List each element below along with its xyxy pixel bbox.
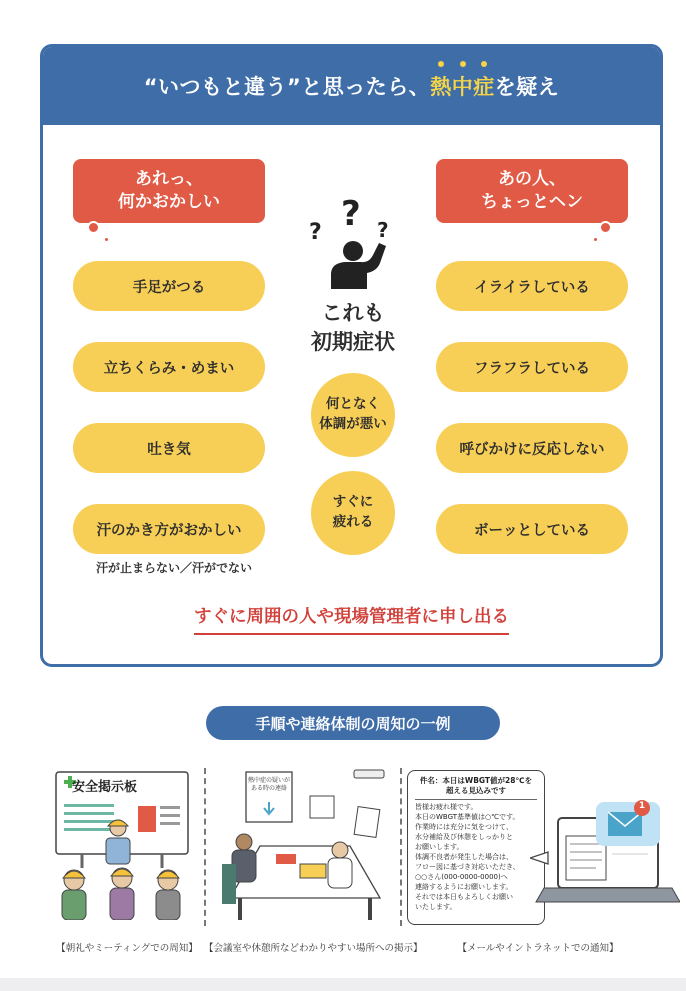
symptom-circle-line1: すぐに — [332, 494, 374, 511]
divider-left — [204, 768, 206, 926]
callout-person-strange — [436, 159, 628, 223]
caption-email-notice: 【メールやイントラネットでの通知】 — [457, 943, 619, 954]
svg-text:?: ? — [309, 220, 322, 245]
email-subject — [415, 776, 537, 796]
email-body-line: 連絡するようにお願いします。 — [415, 882, 513, 891]
email-body-line: 水分補給及び休憩をしっかりと — [415, 833, 513, 842]
callout-left-bubble-small — [103, 236, 110, 243]
laptop-mail-illustration — [530, 796, 680, 924]
email-body-line: フロー図に基づき対応いただき、 — [415, 862, 520, 871]
heatstroke-warning-panel — [40, 44, 663, 667]
emphasis-dots — [430, 61, 495, 67]
divider-right — [400, 768, 402, 926]
title-text-pre: “いつもと違う”と思ったら、 — [143, 75, 431, 99]
symptom-circle-line2: 体調が悪い — [319, 416, 387, 432]
panel-header — [43, 47, 660, 125]
cta-text: すぐに周囲の人や現場管理者に申し出る — [194, 603, 509, 635]
email-subject-line1: 件名：本日はWBGT値が28℃を — [419, 776, 533, 785]
callout-left-bubble-large — [87, 221, 100, 234]
callout-left-line2: 何かおかしい — [118, 192, 220, 212]
meeting-room-illustration — [220, 768, 390, 924]
report-call-to-action — [43, 603, 660, 635]
poster-text-line2: ある時の連絡 — [250, 784, 287, 792]
email-body-line: 本日のWBGT基準値は○℃です。 — [415, 813, 520, 822]
title-highlight — [430, 75, 495, 99]
symptom-circle-line1: 何となく — [326, 396, 380, 413]
center-label-line1: これも — [321, 301, 385, 325]
mail-badge-count: 1 — [638, 801, 646, 811]
symptom-pill: 呼びかけに反応しない — [436, 423, 628, 473]
notice-poster-text — [248, 777, 290, 792]
section-title-pill: 手順や連絡体制の周知の一例 — [206, 706, 500, 740]
email-message-box — [407, 770, 545, 925]
email-body-line: 体調不良者が発生した場合は、 — [415, 852, 513, 861]
confused-person-icon — [301, 193, 405, 291]
symptom-pill: フラフラしている — [436, 342, 628, 392]
svg-text:?: ? — [341, 194, 361, 234]
callout-right-bubble-large — [599, 221, 612, 234]
callout-right-line1: あの人、 — [498, 169, 566, 190]
symptom-pill: 汗のかき方がおかしい — [73, 504, 265, 554]
title-highlight-text: 熱中症 — [430, 75, 495, 99]
caption-morning-meeting: 【朝礼やミーティングでの周知】 — [56, 943, 198, 954]
bottom-strip — [0, 978, 686, 991]
symptom-pill: 立ちくらみ・めまい — [73, 342, 265, 392]
symptom-pill: イライラしている — [436, 261, 628, 311]
callout-something-wrong — [73, 159, 265, 223]
svg-text:?: ? — [377, 218, 389, 242]
sweat-note: 汗が止まらない／汗がでない — [95, 561, 252, 575]
callout-left-line1: あれっ、 — [135, 169, 203, 190]
symptom-circle-line2: 疲れる — [332, 514, 374, 530]
callout-right-bubble-small — [592, 236, 599, 243]
email-body-line: いたします。 — [415, 902, 457, 911]
symptom-circle — [311, 373, 395, 457]
panel-title — [144, 71, 560, 101]
center-label-line2: 初期症状 — [311, 330, 395, 355]
symptom-pill: 吐き気 — [73, 423, 265, 473]
email-body-line: それでは本日もよろしくお願い — [415, 892, 513, 901]
board-title: 安全掲示板 — [72, 780, 138, 795]
email-body-line: 作業時には充分に気をつけて、 — [415, 823, 513, 832]
callout-right-line2: ちょっとヘン — [481, 192, 583, 212]
caption-posted-notice: 【会議室や休憩所などわかりやすい場所への掲示】 — [204, 943, 423, 954]
email-separator — [415, 799, 537, 800]
poster-text-line1: 熱中症の疑いが — [248, 777, 291, 784]
symptom-pill: ボーッとしている — [436, 504, 628, 554]
email-subject-line2: 超える見込みです — [446, 786, 506, 796]
symptom-circle — [311, 471, 395, 555]
title-text-post: を疑え — [494, 75, 560, 99]
email-body-line: ○○さん(000-0000-0000)へ — [415, 872, 508, 881]
email-body-line: お願いします。 — [415, 843, 464, 851]
center-label — [289, 299, 417, 358]
email-body-line: 皆様お疲れ様です。 — [415, 803, 478, 812]
symptom-pill: 手足がつる — [73, 261, 265, 311]
